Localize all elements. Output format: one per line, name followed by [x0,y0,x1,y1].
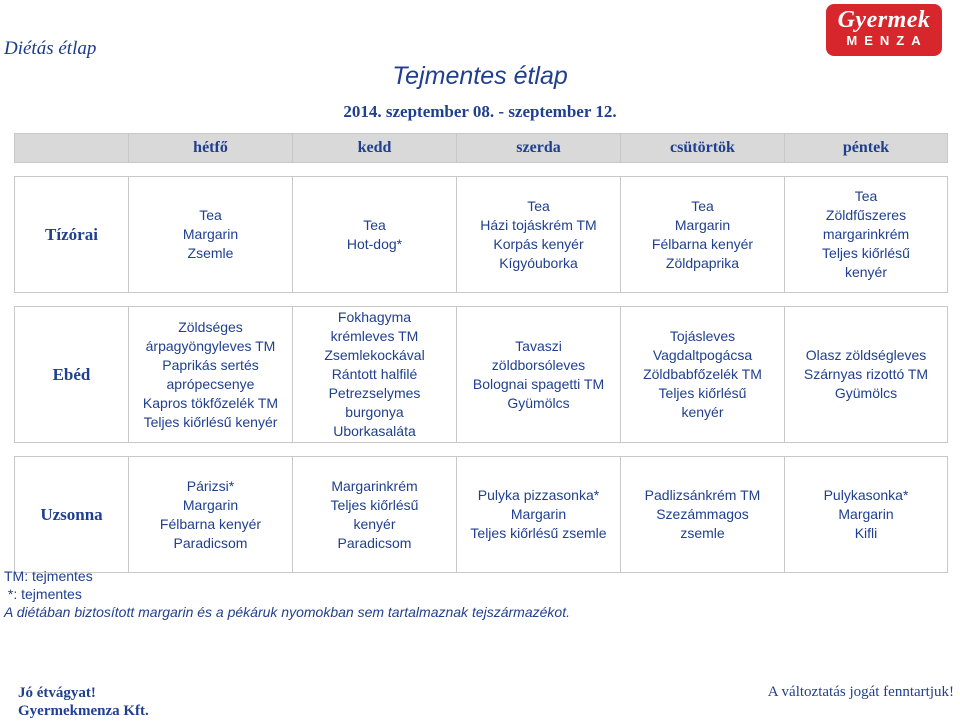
menu-cell [621,457,785,573]
menu-item: Korpás kenyér [493,235,584,252]
footer-company: Gyermekmenza Kft. [18,703,149,719]
menu-item: Vagdaltpogácsa [652,347,753,363]
menu-item: Fokhagyma [337,309,412,325]
menu-item: kenyér [844,264,888,280]
menu-item: Gyümölcs [834,385,898,401]
menu-item: Petrezselymes [328,385,421,401]
meal-name: Tízórai [15,177,129,293]
menu-item: Teljes kiőrlésű zsemle [470,525,607,541]
menu-item: Zsemle [187,245,234,261]
menu-cell [785,307,948,443]
menu-item: Margarin [510,506,567,522]
menu-item: Paradicsom [173,534,248,551]
menu-item: Olasz zöldségleves [805,347,927,363]
menu-item: Házi tojáskrém TM [480,216,597,233]
notes [4,567,570,621]
menu-item: Zöldpaprika [665,254,740,271]
note-tm: TM: tejmentes [4,568,93,584]
footer-greeting: Jó étvágyat! [18,685,96,701]
menu-item: margarinkrém [822,226,910,242]
row-spacer-cell [15,293,948,307]
menu-item: zöldborsóleves [491,356,586,373]
day-header: szerda [457,134,621,163]
menu-item: Bolognai spagetti TM [472,375,605,392]
gyermekmenza-logo [826,4,942,56]
menu-item: Teljes kiőrlésű [330,496,419,513]
menu-item: Teljes kiőrlésű [658,385,747,401]
menu-item: krémleves TM [330,328,419,344]
menu-item: Kifli [854,525,878,541]
meal-name: Ebéd [15,307,129,443]
corner-label: Diétás étlap [4,38,97,59]
menu-cell [621,307,785,443]
menu-cell [129,457,293,573]
menu-item: Pulyka pizzasonka* [477,487,600,503]
menu-cell [293,457,457,573]
menu-item: Tojásleves [669,328,736,344]
footer-rights: A változtatás jogát fenntartjuk! [767,684,954,700]
row-spacer [15,163,948,177]
note-legal: A diétában biztosított margarin és a pékáruk nyomokban sem tartalmaznak tejszármazékot. [4,604,570,620]
menu-item: árpagyöngyleves TM [145,337,276,354]
page-title: Tejmentes étlap [392,62,568,90]
menu-item: Margarin [182,226,239,242]
menu-item: Paprikás sertés [162,356,259,373]
menu-cell [129,177,293,293]
menu-cell [457,457,621,573]
row-spacer [15,443,948,457]
menu-cell [621,177,785,293]
menu-item: Szezámmagos [656,506,749,522]
meal-row [15,457,948,573]
menu-item: kenyér [353,515,396,532]
menu-item: Hot-dog* [346,235,403,252]
meal-row [15,307,948,443]
note-star: *: tejmentes [4,586,82,602]
menu-item: Zöldfűszeres [825,207,907,223]
row-spacer-cell [15,163,948,177]
row-spacer-cell [15,443,948,457]
menu-item: Tea [854,188,878,204]
menu-item: Kapros tökfőzelék TM [142,394,279,411]
menu-item: Margarinkrém [331,477,418,494]
menu-item: Félbarna kenyér [159,515,262,532]
menu-item: Tea [527,197,550,214]
menu-item: Gyümölcs [507,394,570,411]
menu-item: Paradicsom [337,534,412,551]
menu-item: Uborkasaláta [333,423,416,439]
menu-item: kenyér [681,404,724,420]
menu-item: Margarin [838,506,894,522]
meal-row [15,177,948,293]
date-range: 2014. szeptember 08. - szeptember 12. [343,102,617,121]
day-header: kedd [293,134,457,163]
menu-cell [457,177,621,293]
day-header: péntek [785,134,948,163]
menu-cell [293,307,457,443]
menu-table [14,133,948,573]
logo-line-2: MENZA [846,33,928,48]
menu-item: burgonya [345,404,404,420]
menu-item: aprópecsenye [166,375,255,392]
meal-name: Uzsonna [15,457,129,573]
menu-item: zsemle [680,525,725,541]
menu-item: Zsemlekockával [324,347,425,363]
header-corner [15,134,129,163]
menu-body [15,163,948,573]
menu-cell [785,177,948,293]
footer-left [18,684,149,720]
day-header-row [15,134,948,163]
menu-item: Tavaszi [515,337,562,354]
menu-item: Pulykasonka* [823,487,909,503]
menu-item: Teljes kiőrlésű [822,245,910,261]
menu-cell [457,307,621,443]
menu-item: Rántott halfilé [331,366,418,382]
menu-cell [129,307,293,443]
menu-item: Zöldséges [178,318,243,335]
row-spacer [15,293,948,307]
menu-item: Tea [691,197,714,214]
day-header: hétfő [129,134,293,163]
menu-item: Párizsi* [186,477,235,494]
menu-item: Margarin [674,216,731,233]
menu-item: Tea [363,216,386,233]
menu-item: Margarin [182,496,239,513]
menu-item: Zöldbabfőzelék TM [643,366,762,382]
menu-item: Félbarna kenyér [651,235,754,252]
menu-item: Szárnyas rizottó TM [803,366,929,382]
menu-item: Tea [199,207,222,223]
menu-cell [293,177,457,293]
logo-line-1: Gyermek [837,7,931,33]
menu-item: Padlizsánkrém TM [644,487,761,503]
day-header: csütörtök [621,134,785,163]
menu-item: Teljes kiőrlésű kenyér [143,413,278,430]
menu-item: Kígyóuborka [499,254,578,271]
menu-cell [785,457,948,573]
